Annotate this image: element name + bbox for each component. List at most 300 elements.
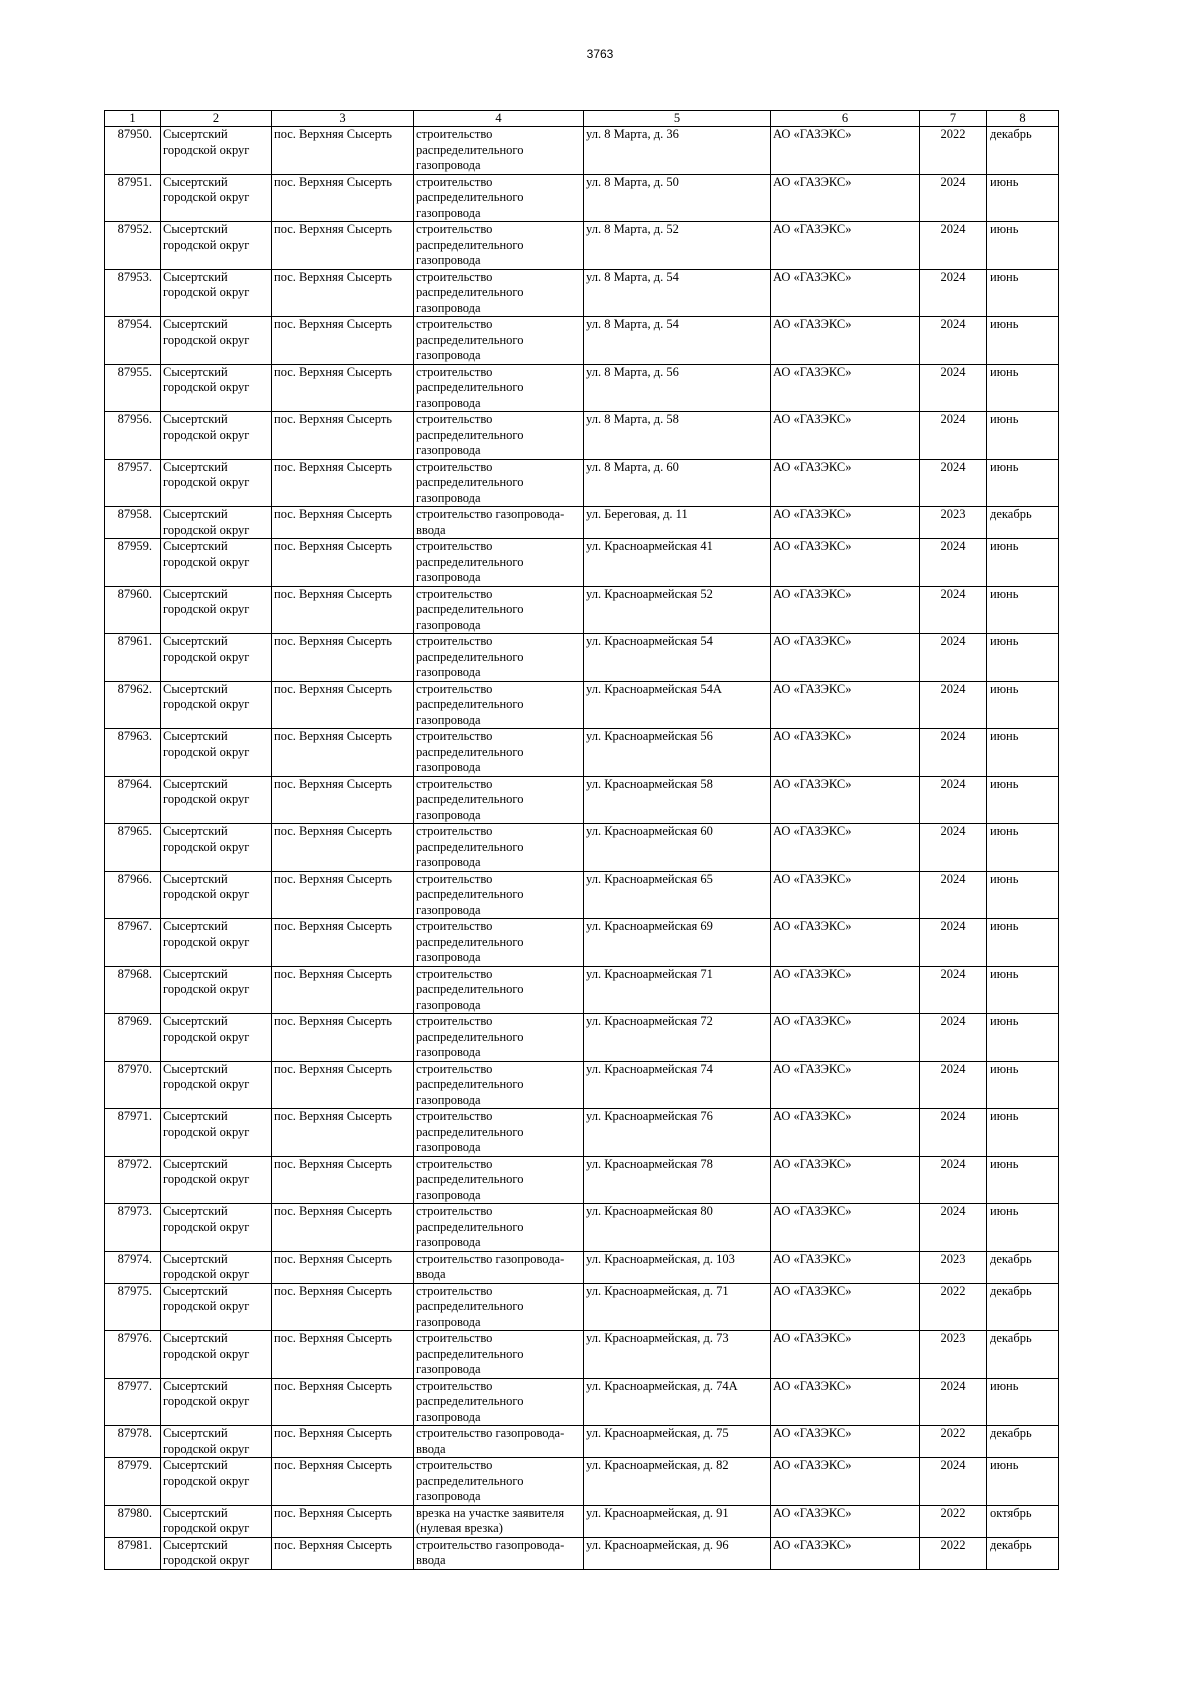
header-col-5: 5 — [584, 111, 771, 127]
organization-cell: АО «ГАЗЭКС» — [771, 681, 920, 729]
row-number: 87951. — [105, 174, 161, 222]
address-cell: ул. 8 Марта, д. 60 — [584, 459, 771, 507]
locality-cell: пос. Верхняя Сысерть — [272, 1156, 414, 1204]
organization-cell: АО «ГАЗЭКС» — [771, 966, 920, 1014]
work-type-cell: строительство распределительного газопровода — [414, 871, 584, 919]
locality-cell: пос. Верхняя Сысерть — [272, 1458, 414, 1506]
work-type-cell: строительство распределительного газопровода — [414, 1156, 584, 1204]
work-type-cell: строительство распределительного газопровода — [414, 127, 584, 175]
table-row — [105, 459, 1059, 507]
address-cell: ул. 8 Марта, д. 50 — [584, 174, 771, 222]
district-cell: Сысертский городской округ — [161, 1331, 272, 1379]
month-cell: декабрь — [987, 1426, 1059, 1458]
organization-cell: АО «ГАЗЭКС» — [771, 317, 920, 365]
organization-cell: АО «ГАЗЭКС» — [771, 586, 920, 634]
district-cell: Сысертский городской округ — [161, 1505, 272, 1537]
row-number: 87966. — [105, 871, 161, 919]
district-cell: Сысертский городской округ — [161, 966, 272, 1014]
year-cell: 2022 — [920, 1426, 987, 1458]
work-type-cell: строительство распределительного газопровода — [414, 317, 584, 365]
district-cell: Сысертский городской округ — [161, 776, 272, 824]
organization-cell: АО «ГАЗЭКС» — [771, 1458, 920, 1506]
row-number: 87968. — [105, 966, 161, 1014]
organization-cell: АО «ГАЗЭКС» — [771, 1426, 920, 1458]
month-cell: декабрь — [987, 507, 1059, 539]
year-cell: 2022 — [920, 1537, 987, 1569]
address-cell: ул. Красноармейская 76 — [584, 1109, 771, 1157]
locality-cell: пос. Верхняя Сысерть — [272, 776, 414, 824]
table-row — [105, 1109, 1059, 1157]
year-cell: 2024 — [920, 634, 987, 682]
year-cell: 2024 — [920, 174, 987, 222]
work-type-cell: строительство распределительного газопровода — [414, 919, 584, 967]
table-row — [105, 1061, 1059, 1109]
work-type-cell: строительство распределительного газопровода — [414, 269, 584, 317]
header-col-2: 2 — [161, 111, 272, 127]
address-cell: ул. 8 Марта, д. 54 — [584, 269, 771, 317]
year-cell: 2023 — [920, 507, 987, 539]
address-cell: ул. Красноармейская 74 — [584, 1061, 771, 1109]
work-type-cell: строительство распределительного газопровода — [414, 1331, 584, 1379]
row-number: 87956. — [105, 412, 161, 460]
organization-cell: АО «ГАЗЭКС» — [771, 919, 920, 967]
table-row — [105, 1378, 1059, 1426]
locality-cell: пос. Верхняя Сысерть — [272, 1251, 414, 1283]
district-cell: Сысертский городской округ — [161, 871, 272, 919]
row-number: 87970. — [105, 1061, 161, 1109]
work-type-cell: строительство распределительного газопровода — [414, 681, 584, 729]
organization-cell: АО «ГАЗЭКС» — [771, 1156, 920, 1204]
month-cell: июнь — [987, 174, 1059, 222]
district-cell: Сысертский городской округ — [161, 539, 272, 587]
locality-cell: пос. Верхняя Сысерть — [272, 539, 414, 587]
row-number: 87952. — [105, 222, 161, 270]
address-cell: ул. Красноармейская 58 — [584, 776, 771, 824]
organization-cell: АО «ГАЗЭКС» — [771, 1331, 920, 1379]
table-row — [105, 1156, 1059, 1204]
work-type-cell: строительство распределительного газопровода — [414, 412, 584, 460]
district-cell: Сысертский городской округ — [161, 1061, 272, 1109]
district-cell: Сысертский городской округ — [161, 127, 272, 175]
organization-cell: АО «ГАЗЭКС» — [771, 1283, 920, 1331]
year-cell: 2024 — [920, 412, 987, 460]
year-cell: 2024 — [920, 364, 987, 412]
row-number: 87980. — [105, 1505, 161, 1537]
month-cell: июнь — [987, 1156, 1059, 1204]
locality-cell: пос. Верхняя Сысерть — [272, 634, 414, 682]
work-type-cell: строительство распределительного газопровода — [414, 729, 584, 777]
work-type-cell: строительство распределительного газопровода — [414, 776, 584, 824]
month-cell: декабрь — [987, 1251, 1059, 1283]
work-type-cell: строительство распределительного газопровода — [414, 1014, 584, 1062]
year-cell: 2024 — [920, 681, 987, 729]
work-type-cell: строительство распределительного газопровода — [414, 1378, 584, 1426]
table-row — [105, 507, 1059, 539]
address-cell: ул. Красноармейская, д. 91 — [584, 1505, 771, 1537]
row-number: 87979. — [105, 1458, 161, 1506]
header-col-4: 4 — [414, 111, 584, 127]
locality-cell: пос. Верхняя Сысерть — [272, 317, 414, 365]
work-type-cell: строительство распределительного газопровода — [414, 966, 584, 1014]
table-row — [105, 1505, 1059, 1537]
month-cell: июнь — [987, 269, 1059, 317]
locality-cell: пос. Верхняя Сысерть — [272, 269, 414, 317]
district-cell: Сысертский городской округ — [161, 1014, 272, 1062]
month-cell: июнь — [987, 459, 1059, 507]
organization-cell: АО «ГАЗЭКС» — [771, 1505, 920, 1537]
year-cell: 2024 — [920, 1378, 987, 1426]
locality-cell: пос. Верхняя Сысерть — [272, 919, 414, 967]
month-cell: июнь — [987, 919, 1059, 967]
address-cell: ул. Красноармейская 56 — [584, 729, 771, 777]
row-number: 87975. — [105, 1283, 161, 1331]
address-cell: ул. Красноармейская 78 — [584, 1156, 771, 1204]
district-cell: Сысертский городской округ — [161, 1204, 272, 1252]
row-number: 87950. — [105, 127, 161, 175]
district-cell: Сысертский городской округ — [161, 634, 272, 682]
organization-cell: АО «ГАЗЭКС» — [771, 459, 920, 507]
row-number: 87962. — [105, 681, 161, 729]
page-number: 3763 — [586, 47, 614, 61]
organization-cell: АО «ГАЗЭКС» — [771, 1251, 920, 1283]
year-cell: 2022 — [920, 1505, 987, 1537]
address-cell: ул. 8 Марта, д. 52 — [584, 222, 771, 270]
table-row — [105, 586, 1059, 634]
locality-cell: пос. Верхняя Сысерть — [272, 222, 414, 270]
locality-cell: пос. Верхняя Сысерть — [272, 1426, 414, 1458]
header-col-3: 3 — [272, 111, 414, 127]
work-type-cell: строительство газопровода-ввода — [414, 1426, 584, 1458]
month-cell: июнь — [987, 364, 1059, 412]
district-cell: Сысертский городской округ — [161, 1378, 272, 1426]
table-row — [105, 871, 1059, 919]
gasification-table — [104, 110, 1059, 1570]
address-cell: ул. Красноармейская 80 — [584, 1204, 771, 1252]
header-row — [105, 111, 1059, 127]
table-row — [105, 1283, 1059, 1331]
address-cell: ул. Красноармейская 71 — [584, 966, 771, 1014]
month-cell: июнь — [987, 776, 1059, 824]
district-cell: Сысертский городской округ — [161, 269, 272, 317]
locality-cell: пос. Верхняя Сысерть — [272, 1331, 414, 1379]
address-cell: ул. Красноармейская, д. 103 — [584, 1251, 771, 1283]
year-cell: 2022 — [920, 1283, 987, 1331]
month-cell: декабрь — [987, 1537, 1059, 1569]
address-cell: ул. Красноармейская 72 — [584, 1014, 771, 1062]
table-row — [105, 729, 1059, 777]
month-cell: июнь — [987, 1061, 1059, 1109]
row-number: 87958. — [105, 507, 161, 539]
month-cell: июнь — [987, 871, 1059, 919]
address-cell: ул. 8 Марта, д. 58 — [584, 412, 771, 460]
address-cell: ул. 8 Марта, д. 54 — [584, 317, 771, 365]
month-cell: июнь — [987, 586, 1059, 634]
month-cell: июнь — [987, 1014, 1059, 1062]
month-cell: июнь — [987, 634, 1059, 682]
address-cell: ул. Красноармейская 54 — [584, 634, 771, 682]
work-type-cell: строительство распределительного газопровода — [414, 824, 584, 872]
month-cell: декабрь — [987, 1331, 1059, 1379]
organization-cell: АО «ГАЗЭКС» — [771, 634, 920, 682]
work-type-cell: строительство газопровода-ввода — [414, 1537, 584, 1569]
district-cell: Сысертский городской округ — [161, 317, 272, 365]
district-cell: Сысертский городской округ — [161, 1156, 272, 1204]
month-cell: июнь — [987, 824, 1059, 872]
row-number: 87953. — [105, 269, 161, 317]
year-cell: 2024 — [920, 269, 987, 317]
month-cell: июнь — [987, 966, 1059, 1014]
year-cell: 2024 — [920, 1204, 987, 1252]
row-number: 87976. — [105, 1331, 161, 1379]
row-number: 87961. — [105, 634, 161, 682]
year-cell: 2024 — [920, 1014, 987, 1062]
locality-cell: пос. Верхняя Сысерть — [272, 729, 414, 777]
organization-cell: АО «ГАЗЭКС» — [771, 412, 920, 460]
district-cell: Сысертский городской округ — [161, 364, 272, 412]
locality-cell: пос. Верхняя Сысерть — [272, 681, 414, 729]
year-cell: 2024 — [920, 1458, 987, 1506]
locality-cell: пос. Верхняя Сысерть — [272, 824, 414, 872]
row-number: 87978. — [105, 1426, 161, 1458]
row-number: 87971. — [105, 1109, 161, 1157]
address-cell: ул. 8 Марта, д. 36 — [584, 127, 771, 175]
header-col-6: 6 — [771, 111, 920, 127]
organization-cell: АО «ГАЗЭКС» — [771, 1061, 920, 1109]
year-cell: 2024 — [920, 459, 987, 507]
locality-cell: пос. Верхняя Сысерть — [272, 174, 414, 222]
district-cell: Сысертский городской округ — [161, 586, 272, 634]
year-cell: 2023 — [920, 1331, 987, 1379]
district-cell: Сысертский городской округ — [161, 174, 272, 222]
district-cell: Сысертский городской округ — [161, 412, 272, 460]
locality-cell: пос. Верхняя Сысерть — [272, 1505, 414, 1537]
work-type-cell: строительство газопровода-ввода — [414, 507, 584, 539]
locality-cell: пос. Верхняя Сысерть — [272, 1109, 414, 1157]
organization-cell: АО «ГАЗЭКС» — [771, 1378, 920, 1426]
address-cell: ул. Красноармейская, д. 74А — [584, 1378, 771, 1426]
table-row — [105, 1204, 1059, 1252]
row-number: 87964. — [105, 776, 161, 824]
row-number: 87977. — [105, 1378, 161, 1426]
address-cell: ул. Красноармейская, д. 82 — [584, 1458, 771, 1506]
locality-cell: пос. Верхняя Сысерть — [272, 1204, 414, 1252]
locality-cell: пос. Верхняя Сысерть — [272, 364, 414, 412]
month-cell: июнь — [987, 681, 1059, 729]
district-cell: Сысертский городской округ — [161, 1251, 272, 1283]
table-header — [105, 111, 1059, 127]
year-cell: 2024 — [920, 919, 987, 967]
year-cell: 2022 — [920, 127, 987, 175]
locality-cell: пос. Верхняя Сысерть — [272, 412, 414, 460]
table-row — [105, 634, 1059, 682]
table-row — [105, 539, 1059, 587]
month-cell: октябрь — [987, 1505, 1059, 1537]
locality-cell: пос. Верхняя Сысерть — [272, 1537, 414, 1569]
work-type-cell: строительство распределительного газопровода — [414, 459, 584, 507]
locality-cell: пос. Верхняя Сысерть — [272, 1061, 414, 1109]
row-number: 87974. — [105, 1251, 161, 1283]
address-cell: ул. Красноармейская 69 — [584, 919, 771, 967]
table-row — [105, 317, 1059, 365]
month-cell: декабрь — [987, 1283, 1059, 1331]
month-cell: июнь — [987, 317, 1059, 365]
table-row — [105, 1426, 1059, 1458]
year-cell: 2023 — [920, 1251, 987, 1283]
address-cell: ул. 8 Марта, д. 56 — [584, 364, 771, 412]
locality-cell: пос. Верхняя Сысерть — [272, 127, 414, 175]
month-cell: июнь — [987, 539, 1059, 587]
year-cell: 2024 — [920, 776, 987, 824]
district-cell: Сысертский городской округ — [161, 1109, 272, 1157]
work-type-cell: строительство распределительного газопровода — [414, 174, 584, 222]
locality-cell: пос. Верхняя Сысерть — [272, 1283, 414, 1331]
year-cell: 2024 — [920, 871, 987, 919]
work-type-cell: строительство распределительного газопровода — [414, 634, 584, 682]
year-cell: 2024 — [920, 824, 987, 872]
address-cell: ул. Красноармейская, д. 75 — [584, 1426, 771, 1458]
table-row — [105, 824, 1059, 872]
table-row — [105, 681, 1059, 729]
year-cell: 2024 — [920, 1156, 987, 1204]
address-cell: ул. Красноармейская, д. 96 — [584, 1537, 771, 1569]
locality-cell: пос. Верхняя Сысерть — [272, 507, 414, 539]
table-row — [105, 1458, 1059, 1506]
year-cell: 2024 — [920, 966, 987, 1014]
locality-cell: пос. Верхняя Сысерть — [272, 586, 414, 634]
district-cell: Сысертский городской округ — [161, 507, 272, 539]
work-type-cell: строительство распределительного газопровода — [414, 1109, 584, 1157]
district-cell: Сысертский городской округ — [161, 1537, 272, 1569]
month-cell: июнь — [987, 412, 1059, 460]
table-row — [105, 127, 1059, 175]
month-cell: июнь — [987, 729, 1059, 777]
organization-cell: АО «ГАЗЭКС» — [771, 871, 920, 919]
organization-cell: АО «ГАЗЭКС» — [771, 1204, 920, 1252]
locality-cell: пос. Верхняя Сысерть — [272, 1014, 414, 1062]
work-type-cell: строительство распределительного газопровода — [414, 1283, 584, 1331]
row-number: 87959. — [105, 539, 161, 587]
table-row — [105, 364, 1059, 412]
row-number: 87963. — [105, 729, 161, 777]
row-number: 87973. — [105, 1204, 161, 1252]
district-cell: Сысертский городской округ — [161, 459, 272, 507]
table-row — [105, 1331, 1059, 1379]
table-row — [105, 174, 1059, 222]
row-number: 87981. — [105, 1537, 161, 1569]
work-type-cell: строительство распределительного газопровода — [414, 222, 584, 270]
work-type-cell: врезка на участке заявителя (нулевая врезка) — [414, 1505, 584, 1537]
row-number: 87955. — [105, 364, 161, 412]
address-cell: ул. Красноармейская, д. 73 — [584, 1331, 771, 1379]
organization-cell: АО «ГАЗЭКС» — [771, 507, 920, 539]
organization-cell: АО «ГАЗЭКС» — [771, 824, 920, 872]
row-number: 87957. — [105, 459, 161, 507]
table-row — [105, 1537, 1059, 1569]
row-number: 87960. — [105, 586, 161, 634]
district-cell: Сысертский городской округ — [161, 222, 272, 270]
district-cell: Сысертский городской округ — [161, 1458, 272, 1506]
district-cell: Сысертский городской округ — [161, 729, 272, 777]
year-cell: 2024 — [920, 1061, 987, 1109]
header-col-8: 8 — [987, 111, 1059, 127]
address-cell: ул. Береговая, д. 11 — [584, 507, 771, 539]
district-cell: Сысертский городской округ — [161, 1426, 272, 1458]
table-body — [105, 127, 1059, 1570]
address-cell: ул. Красноармейская 65 — [584, 871, 771, 919]
organization-cell: АО «ГАЗЭКС» — [771, 127, 920, 175]
work-type-cell: строительство распределительного газопровода — [414, 1061, 584, 1109]
address-cell: ул. Красноармейская 41 — [584, 539, 771, 587]
table-row — [105, 269, 1059, 317]
address-cell: ул. Красноармейская 52 — [584, 586, 771, 634]
table-row — [105, 1251, 1059, 1283]
locality-cell: пос. Верхняя Сысерть — [272, 459, 414, 507]
organization-cell: АО «ГАЗЭКС» — [771, 1537, 920, 1569]
header-col-1: 1 — [105, 111, 161, 127]
district-cell: Сысертский городской округ — [161, 1283, 272, 1331]
address-cell: ул. Красноармейская, д. 71 — [584, 1283, 771, 1331]
district-cell: Сысертский городской округ — [161, 681, 272, 729]
year-cell: 2024 — [920, 1109, 987, 1157]
table-row — [105, 412, 1059, 460]
work-type-cell: строительство распределительного газопровода — [414, 1458, 584, 1506]
table-row — [105, 222, 1059, 270]
year-cell: 2024 — [920, 222, 987, 270]
table-row — [105, 776, 1059, 824]
table-row — [105, 919, 1059, 967]
address-cell: ул. Красноармейская 54А — [584, 681, 771, 729]
organization-cell: АО «ГАЗЭКС» — [771, 1109, 920, 1157]
row-number: 87969. — [105, 1014, 161, 1062]
work-type-cell: строительство распределительного газопровода — [414, 364, 584, 412]
row-number: 87967. — [105, 919, 161, 967]
month-cell: июнь — [987, 1204, 1059, 1252]
district-cell: Сысертский городской округ — [161, 919, 272, 967]
table-row — [105, 966, 1059, 1014]
organization-cell: АО «ГАЗЭКС» — [771, 222, 920, 270]
organization-cell: АО «ГАЗЭКС» — [771, 776, 920, 824]
work-type-cell: строительство газопровода-ввода — [414, 1251, 584, 1283]
table-row — [105, 1014, 1059, 1062]
month-cell: июнь — [987, 222, 1059, 270]
organization-cell: АО «ГАЗЭКС» — [771, 729, 920, 777]
row-number: 87954. — [105, 317, 161, 365]
month-cell: декабрь — [987, 127, 1059, 175]
work-type-cell: строительство распределительного газопровода — [414, 1204, 584, 1252]
row-number: 87965. — [105, 824, 161, 872]
locality-cell: пос. Верхняя Сысерть — [272, 871, 414, 919]
address-cell: ул. Красноармейская 60 — [584, 824, 771, 872]
work-type-cell: строительство распределительного газопровода — [414, 539, 584, 587]
month-cell: июнь — [987, 1378, 1059, 1426]
year-cell: 2024 — [920, 586, 987, 634]
organization-cell: АО «ГАЗЭКС» — [771, 1014, 920, 1062]
organization-cell: АО «ГАЗЭКС» — [771, 269, 920, 317]
organization-cell: АО «ГАЗЭКС» — [771, 174, 920, 222]
year-cell: 2024 — [920, 317, 987, 365]
locality-cell: пос. Верхняя Сысерть — [272, 1378, 414, 1426]
organization-cell: АО «ГАЗЭКС» — [771, 539, 920, 587]
year-cell: 2024 — [920, 729, 987, 777]
month-cell: июнь — [987, 1109, 1059, 1157]
header-col-7: 7 — [920, 111, 987, 127]
month-cell: июнь — [987, 1458, 1059, 1506]
row-number: 87972. — [105, 1156, 161, 1204]
work-type-cell: строительство распределительного газопровода — [414, 586, 584, 634]
year-cell: 2024 — [920, 539, 987, 587]
locality-cell: пос. Верхняя Сысерть — [272, 966, 414, 1014]
district-cell: Сысертский городской округ — [161, 824, 272, 872]
